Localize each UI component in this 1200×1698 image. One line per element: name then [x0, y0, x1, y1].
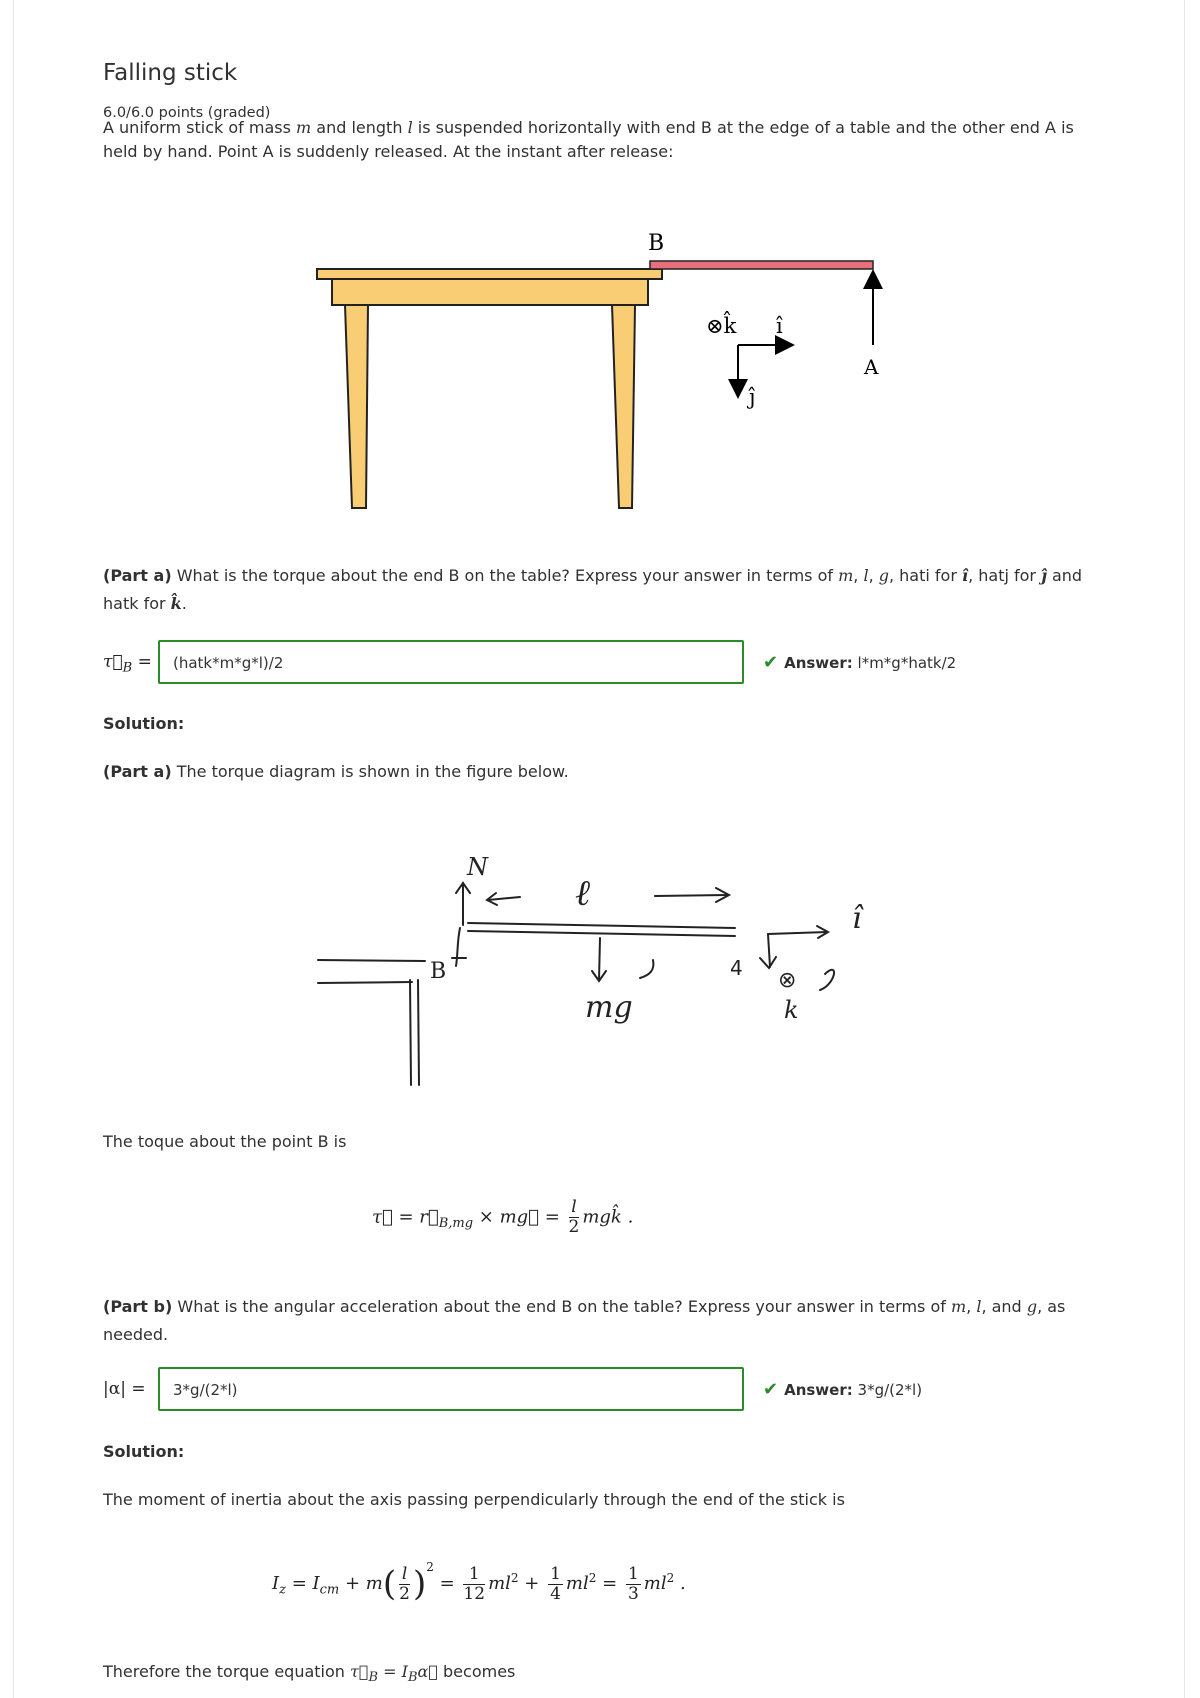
answer-value: l*m*g*hatk/2 — [857, 654, 957, 672]
table-apron — [332, 279, 648, 305]
part-b-answer-status — [763, 1379, 922, 1400]
frac-num: 1 — [463, 1565, 485, 1585]
var-m: m — [838, 566, 854, 585]
eq-sub: B — [407, 1670, 418, 1686]
frac-den: 4 — [550, 1583, 561, 1604]
torque-input-label — [103, 652, 152, 675]
label-a: A — [864, 355, 879, 379]
var-m: m — [296, 118, 312, 137]
part-b-label: (Part b) — [103, 1297, 173, 1316]
table-leg-right — [612, 305, 635, 508]
therefore-text: becomes — [443, 1662, 516, 1681]
label-k: ⊗k̂ — [706, 314, 737, 338]
table-top — [317, 269, 662, 279]
sketch-mg: mg — [585, 990, 633, 1025]
fraction — [399, 1565, 410, 1604]
question-text: as — [1047, 1297, 1066, 1316]
question-text: What is the torque about the end B on the table? Express your answer in terms of — [176, 566, 833, 585]
eq-sup: 2 — [588, 1571, 597, 1585]
eq-part: . — [679, 1573, 686, 1594]
intro-text: is suspended horizontally with end B at the edge of a table and the other end A is — [417, 118, 1074, 137]
intro-text: A uniform stick of mass — [103, 118, 291, 137]
symbol-k-hat: k̂ — [170, 594, 182, 613]
eq-sup: 2 — [426, 1560, 434, 1574]
var-g: g — [878, 566, 889, 585]
solution-b-text: The moment of inertia about the axis passing perpendicularly through the end of the stick is — [103, 1490, 845, 1509]
answer-value: 3*g/(2*l) — [857, 1381, 923, 1399]
part-b-answer-row — [103, 1367, 1103, 1415]
part-b-question: (Part b) What is the angular acceleration about the end B on the table? Express your answer in terms of m, l, and g, as needed. — [103, 1297, 1066, 1344]
problem-title: Falling stick — [103, 60, 238, 86]
solution-b-heading: Solution: — [103, 1442, 185, 1461]
label-i: î — [776, 314, 783, 338]
check-icon: ✔ — [763, 1379, 779, 1400]
question-text: hatk for — [103, 594, 166, 613]
fraction — [626, 1565, 641, 1604]
frac-num: l — [569, 1198, 580, 1218]
sketch-n: N — [467, 853, 488, 881]
inertia-equation — [272, 1560, 686, 1604]
therefore-text: Therefore the torque equation — [103, 1662, 345, 1681]
frac-num: 1 — [550, 1563, 561, 1584]
alpha-input[interactable]: 3*g/(2*l) — [158, 1367, 744, 1411]
question-text: hatj for — [978, 566, 1036, 585]
sub-b: B — [122, 660, 133, 676]
question-text: and — [1051, 566, 1083, 585]
eq-part: = I — [383, 1662, 408, 1681]
label-b: B — [648, 231, 665, 256]
fraction — [548, 1565, 563, 1604]
var-l: l — [863, 566, 869, 585]
eq-part: ml — [565, 1573, 589, 1594]
solution-text: The torque diagram is shown in the figure below. — [176, 762, 569, 781]
part-a-label: (Part a) — [103, 566, 172, 585]
var-m: m — [950, 1297, 967, 1316]
eq-sub: B,mg — [438, 1216, 474, 1232]
eq-sub: z — [279, 1582, 286, 1598]
eq-sub: B — [368, 1670, 379, 1686]
paren-right: ) — [412, 1564, 427, 1604]
question-text: needed. — [103, 1325, 169, 1344]
sketch-k: k — [784, 996, 799, 1024]
sketch-four: 4 — [730, 956, 743, 980]
part-a-answer-status — [763, 652, 956, 673]
question-text: What is the angular acceleration about the end B on the table? Express your answer in terms of — [177, 1297, 946, 1316]
torque-input[interactable]: (hatk*m*g*l)/2 — [158, 640, 744, 684]
toque-text: The toque about the point B is — [103, 1132, 347, 1151]
var-l: l — [976, 1297, 982, 1316]
eq-part: α⃗ — [417, 1662, 438, 1681]
eq-part: + m — [344, 1573, 383, 1594]
stick — [650, 261, 873, 269]
eq-part: ml — [643, 1573, 667, 1594]
var-g: g — [1026, 1297, 1038, 1316]
fraction — [463, 1565, 485, 1604]
part-a-answer-row — [103, 640, 1103, 688]
frac-den: 3 — [627, 1583, 639, 1604]
solution-a-text — [103, 760, 569, 784]
label-j: ĵ — [749, 385, 756, 409]
torque-sketch — [0, 830, 1200, 1100]
question-text: and — [991, 1297, 1022, 1316]
table-leg-left — [345, 305, 368, 508]
frac-den: 12 — [463, 1583, 486, 1604]
eq-part: × mg⃗ = — [478, 1206, 560, 1228]
frac-den: 2 — [568, 1217, 580, 1237]
eq-part: ml — [488, 1573, 511, 1594]
points-status: 6.0/6.0 points (graded) — [103, 105, 271, 121]
eq-sup: 2 — [666, 1571, 675, 1585]
answer-label: Answer: — [784, 654, 853, 672]
eq-part: mgk̂ . — [582, 1206, 634, 1228]
eq-part: = I — [291, 1573, 320, 1594]
check-icon: ✔ — [763, 652, 779, 673]
table-stick-figure — [0, 0, 1200, 520]
sketch-b: B — [430, 959, 447, 984]
sketch-l: ℓ — [575, 873, 590, 914]
eq-part: τ⃗ = r⃗ — [372, 1206, 439, 1228]
therefore-line — [103, 1660, 515, 1690]
question-text: hati for — [899, 566, 957, 585]
eq-part: τ⃗ — [350, 1662, 369, 1681]
eq-part: + — [524, 1573, 540, 1594]
eq-part: I — [272, 1573, 280, 1594]
frac-num: 1 — [627, 1563, 639, 1584]
equals: = — [137, 652, 152, 672]
solution-a-heading: Solution: — [103, 714, 185, 733]
eq-part: = — [602, 1573, 618, 1594]
answer-label: Answer: — [784, 1381, 853, 1399]
frac-num: l — [399, 1565, 410, 1585]
tau-symbol: τ⃗ — [103, 652, 123, 672]
eq-sup: 2 — [510, 1571, 519, 1585]
torque-equation — [372, 1198, 633, 1237]
symbol-i-hat: î — [962, 566, 969, 585]
intro-text: and length — [316, 118, 403, 137]
symbol-j-hat: ĵ — [1041, 566, 1047, 585]
var-l: l — [407, 118, 413, 137]
part-a-question: (Part a) What is the torque about the end B on the table? Express your answer in terms of m, l, g, hati for î, hatj for ĵ and hatk for k̂. — [103, 566, 1083, 613]
eq-sub: cm — [319, 1582, 340, 1598]
sketch-x-icon: ⊗ — [778, 968, 797, 993]
sketch-i: î — [852, 901, 862, 936]
frac-den: 2 — [399, 1583, 410, 1604]
paren-left: ( — [382, 1564, 397, 1604]
alpha-input-label: |α| = — [103, 1379, 146, 1399]
intro-text: held by hand. Point A is suddenly released. At the instant after release: — [103, 142, 674, 161]
part-label: (Part a) — [103, 762, 172, 781]
eq-part: = — [439, 1573, 455, 1594]
fraction — [569, 1198, 580, 1237]
